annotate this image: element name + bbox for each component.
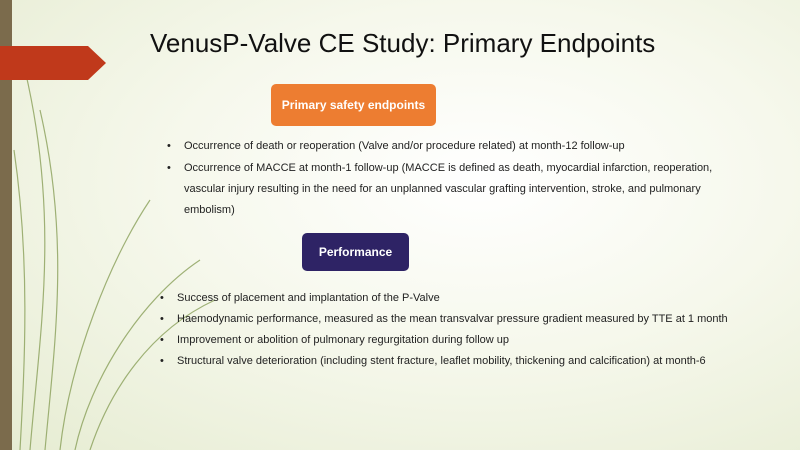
performance-endpoints-list (160, 288, 780, 372)
list-item (160, 330, 780, 350)
bullet-icon: • (160, 355, 164, 367)
performance-item-text: Improvement or abolition of pulmonary regurgitation during follow up (177, 334, 510, 346)
title-tab-decoration (0, 46, 106, 80)
performance-label: Performance (302, 233, 409, 271)
bullet-icon: • (160, 292, 164, 304)
primary-safety-endpoints-label: Primary safety endpoints (271, 84, 436, 126)
list-item (160, 309, 780, 329)
safety-endpoints-list (167, 136, 737, 222)
bullet-icon: • (167, 162, 171, 174)
bullet-icon: • (160, 313, 164, 325)
performance-item-text: Haemodynamic performance, measured as the mean transvalvar pressure gradient measured by TTE at 1 month (177, 313, 728, 325)
performance-item-text: Success of placement and implantation of the P-Valve (177, 292, 440, 304)
list-item (160, 288, 780, 308)
list-item (167, 158, 737, 221)
list-item (160, 351, 780, 371)
bullet-icon: • (167, 140, 171, 152)
performance-item-text: Structural valve deterioration (including stent fracture, leaflet mobility, thickening and calcification) at month-6 (177, 355, 706, 367)
safety-item-text: Occurrence of death or reoperation (Valve and/or procedure related) at month-12 follow-up (184, 140, 625, 152)
bullet-icon: • (160, 334, 164, 346)
list-item (167, 136, 737, 157)
safety-item-text: Occurrence of MACCE at month-1 follow-up (MACCE is defined as death, myocardial infarction, reoperation, vascular injury resulting in the need for an unplanned vascular grafting intervention, stroke, and pulmonary embolism) (184, 162, 713, 216)
page-title: VenusP-Valve CE Study: Primary Endpoints (150, 28, 656, 58)
